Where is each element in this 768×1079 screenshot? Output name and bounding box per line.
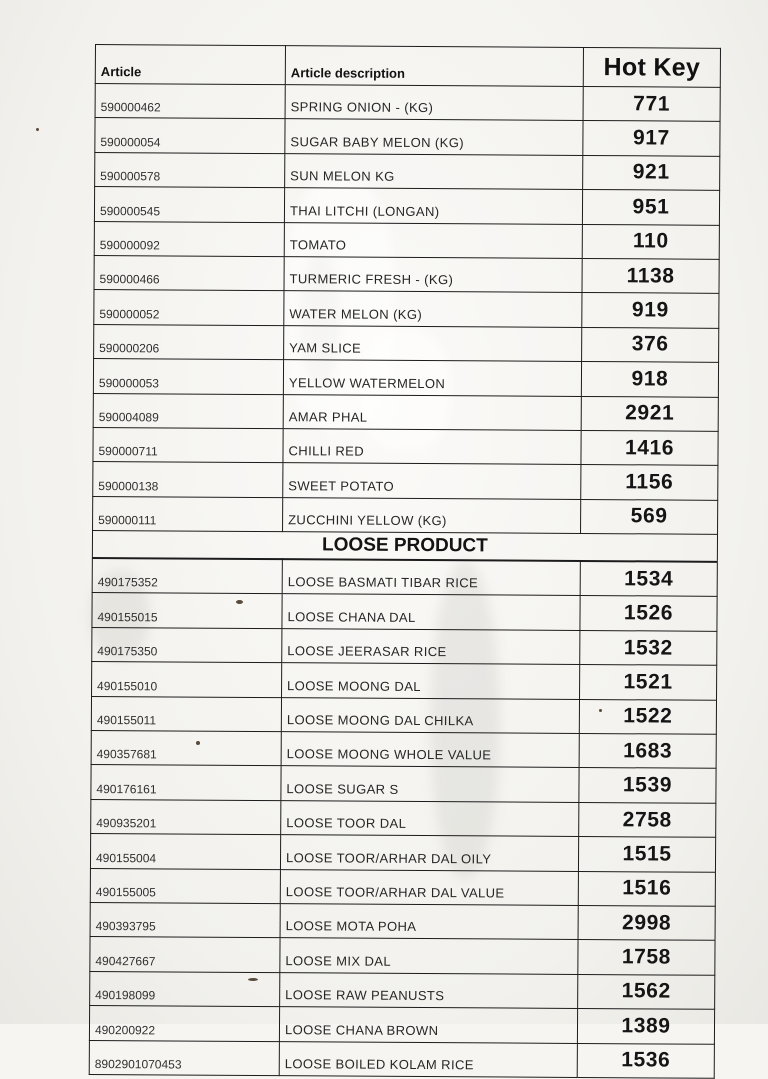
table-row (94, 324, 719, 362)
hot-key-value: 2758 (579, 802, 716, 837)
table-row (93, 427, 718, 465)
article-code: 490198099 (90, 971, 280, 1007)
article-description: AMAR PHAL (283, 394, 581, 430)
table-row (94, 221, 719, 259)
article-code: 490357681 (91, 731, 281, 767)
article-description: TURMERIC FRESH - (KG) (284, 257, 582, 293)
table-row (91, 765, 716, 803)
hot-key-value: 569 (581, 499, 718, 534)
hot-key-value: 1138 (582, 258, 719, 293)
hot-key-value: 1539 (579, 768, 716, 803)
hot-key-value: 1156 (581, 465, 718, 500)
article-description: LOOSE BOILED KOLAM RICE (279, 1041, 577, 1077)
header-article: Article (95, 45, 285, 85)
table-row (94, 290, 719, 328)
article-code: 590000462 (95, 84, 285, 120)
table-row (90, 971, 715, 1009)
table-row (90, 868, 715, 906)
section-title: LOOSE PRODUCT (92, 531, 717, 562)
table-row (92, 662, 717, 700)
article-description: LOOSE CHANA DAL (282, 594, 580, 630)
article-code: 490155005 (90, 868, 280, 904)
article-description: LOOSE BASMATI TIBAR RICE (282, 559, 580, 596)
article-code: 490155011 (91, 696, 281, 732)
article-code: 590000545 (94, 187, 284, 223)
loose-product-rows (89, 558, 717, 1078)
article-code: 590000053 (93, 359, 283, 395)
table-row (89, 1040, 714, 1078)
article-code: 490155004 (90, 834, 280, 870)
article-code: 490175350 (92, 627, 282, 663)
table-row (95, 152, 720, 190)
article-code: 590000466 (94, 255, 284, 291)
article-description: SPRING ONION - (KG) (285, 85, 583, 121)
hot-key-value: 921 (583, 155, 720, 190)
table-row (93, 462, 718, 500)
article-description: LOOSE RAW PEANUSTS (280, 972, 578, 1008)
table-row (92, 593, 717, 631)
hot-key-value: 917 (583, 121, 720, 156)
hot-key-value: 376 (582, 327, 719, 362)
article-description: SUGAR BABY MELON (KG) (285, 119, 583, 155)
hot-key-value: 1522 (579, 699, 716, 734)
hot-key-value: 2921 (581, 396, 718, 431)
article-description: THAI LITCHI (LONGAN) (284, 188, 582, 224)
hot-key-sheet (89, 44, 720, 1079)
table-row (91, 799, 716, 837)
article-description: LOOSE CHANA BROWN (279, 1007, 577, 1043)
hot-key-value: 1534 (580, 561, 717, 597)
article-code: 490176161 (91, 765, 281, 801)
table-row (92, 627, 717, 665)
hot-key-value: 2998 (578, 905, 715, 940)
article-code: 590000206 (94, 324, 284, 360)
article-description: LOOSE MOTA POHA (280, 904, 578, 940)
article-description: LOOSE SUGAR S (281, 766, 579, 802)
ink-speck (36, 128, 39, 131)
article-description: CHILLI RED (283, 429, 581, 465)
section-row (92, 531, 717, 562)
article-code: 490935201 (91, 799, 281, 835)
article-description: LOOSE TOOR/ARHAR DAL OILY (280, 835, 578, 871)
article-code: 490155015 (92, 593, 282, 629)
article-description: YELLOW WATERMELON (283, 360, 581, 396)
article-code: 490155010 (92, 662, 282, 698)
article-code: 490427667 (90, 937, 280, 973)
hot-key-value: 1389 (577, 1009, 714, 1044)
table-row (94, 187, 719, 225)
hot-key-value: 1521 (580, 665, 717, 700)
table-row (91, 696, 716, 734)
hot-key-value: 110 (582, 224, 719, 259)
hot-key-value: 1562 (578, 974, 715, 1009)
vegetable-rows (93, 84, 721, 535)
table-header-row (95, 45, 720, 88)
article-description: LOOSE MOONG WHOLE VALUE (281, 732, 579, 768)
article-description: LOOSE MOONG DAL CHILKA (281, 697, 579, 733)
article-description: LOOSE TOOR DAL (281, 800, 579, 836)
article-code: 590004089 (93, 393, 283, 429)
article-code: 590000054 (95, 118, 285, 154)
hot-key-value: 1526 (580, 596, 717, 631)
article-code: 490393795 (90, 902, 280, 938)
hot-key-value: 1683 (579, 734, 716, 769)
article-code: 590000052 (94, 290, 284, 326)
article-description: WATER MELON (KG) (284, 291, 582, 327)
article-code: 590000111 (93, 496, 283, 532)
article-description: LOOSE MIX DAL (280, 938, 578, 974)
hot-key-value: 951 (582, 190, 719, 225)
article-code: 8902901070453 (89, 1040, 279, 1076)
table-row (90, 834, 715, 872)
hot-key-value: 1516 (578, 871, 715, 906)
article-code: 590000711 (93, 427, 283, 463)
table-row (93, 393, 718, 431)
article-code: 490200922 (89, 1006, 279, 1042)
article-description: LOOSE MOONG DAL (282, 663, 580, 699)
table-row (94, 255, 719, 293)
table-row (90, 937, 715, 975)
article-table (89, 44, 721, 1079)
table-row (90, 902, 715, 940)
hot-key-value: 771 (583, 86, 720, 121)
hot-key-value: 1515 (578, 837, 715, 872)
header-description: Article description (285, 46, 583, 87)
table-row (95, 84, 720, 122)
table-row (89, 1006, 714, 1044)
article-code: 590000092 (94, 221, 284, 257)
article-description: TOMATO (284, 222, 582, 258)
table-row (93, 496, 718, 534)
hot-key-value: 1536 (577, 1043, 714, 1078)
section-divider (92, 531, 717, 562)
table-row (92, 558, 717, 597)
article-code: 590000578 (95, 152, 285, 188)
article-description: ZUCCHINI YELLOW (KG) (283, 497, 581, 533)
article-code: 490175352 (92, 558, 282, 594)
article-description: SWEET POTATO (283, 463, 581, 499)
article-description: SUN MELON KG (285, 153, 583, 189)
header-hot-key: Hot Key (583, 47, 720, 87)
article-code: 590000138 (93, 462, 283, 498)
table-row (95, 118, 720, 156)
article-description: LOOSE TOOR/ARHAR DAL VALUE (280, 869, 578, 905)
article-description: LOOSE JEERASAR RICE (282, 629, 580, 665)
hot-key-value: 1416 (581, 430, 718, 465)
hot-key-value: 918 (581, 362, 718, 397)
hot-key-value: 1758 (578, 940, 715, 975)
table-row (93, 359, 718, 397)
hot-key-value: 919 (582, 293, 719, 328)
hot-key-value: 1532 (580, 630, 717, 665)
table-row (91, 731, 716, 769)
article-description: YAM SLICE (284, 325, 582, 361)
